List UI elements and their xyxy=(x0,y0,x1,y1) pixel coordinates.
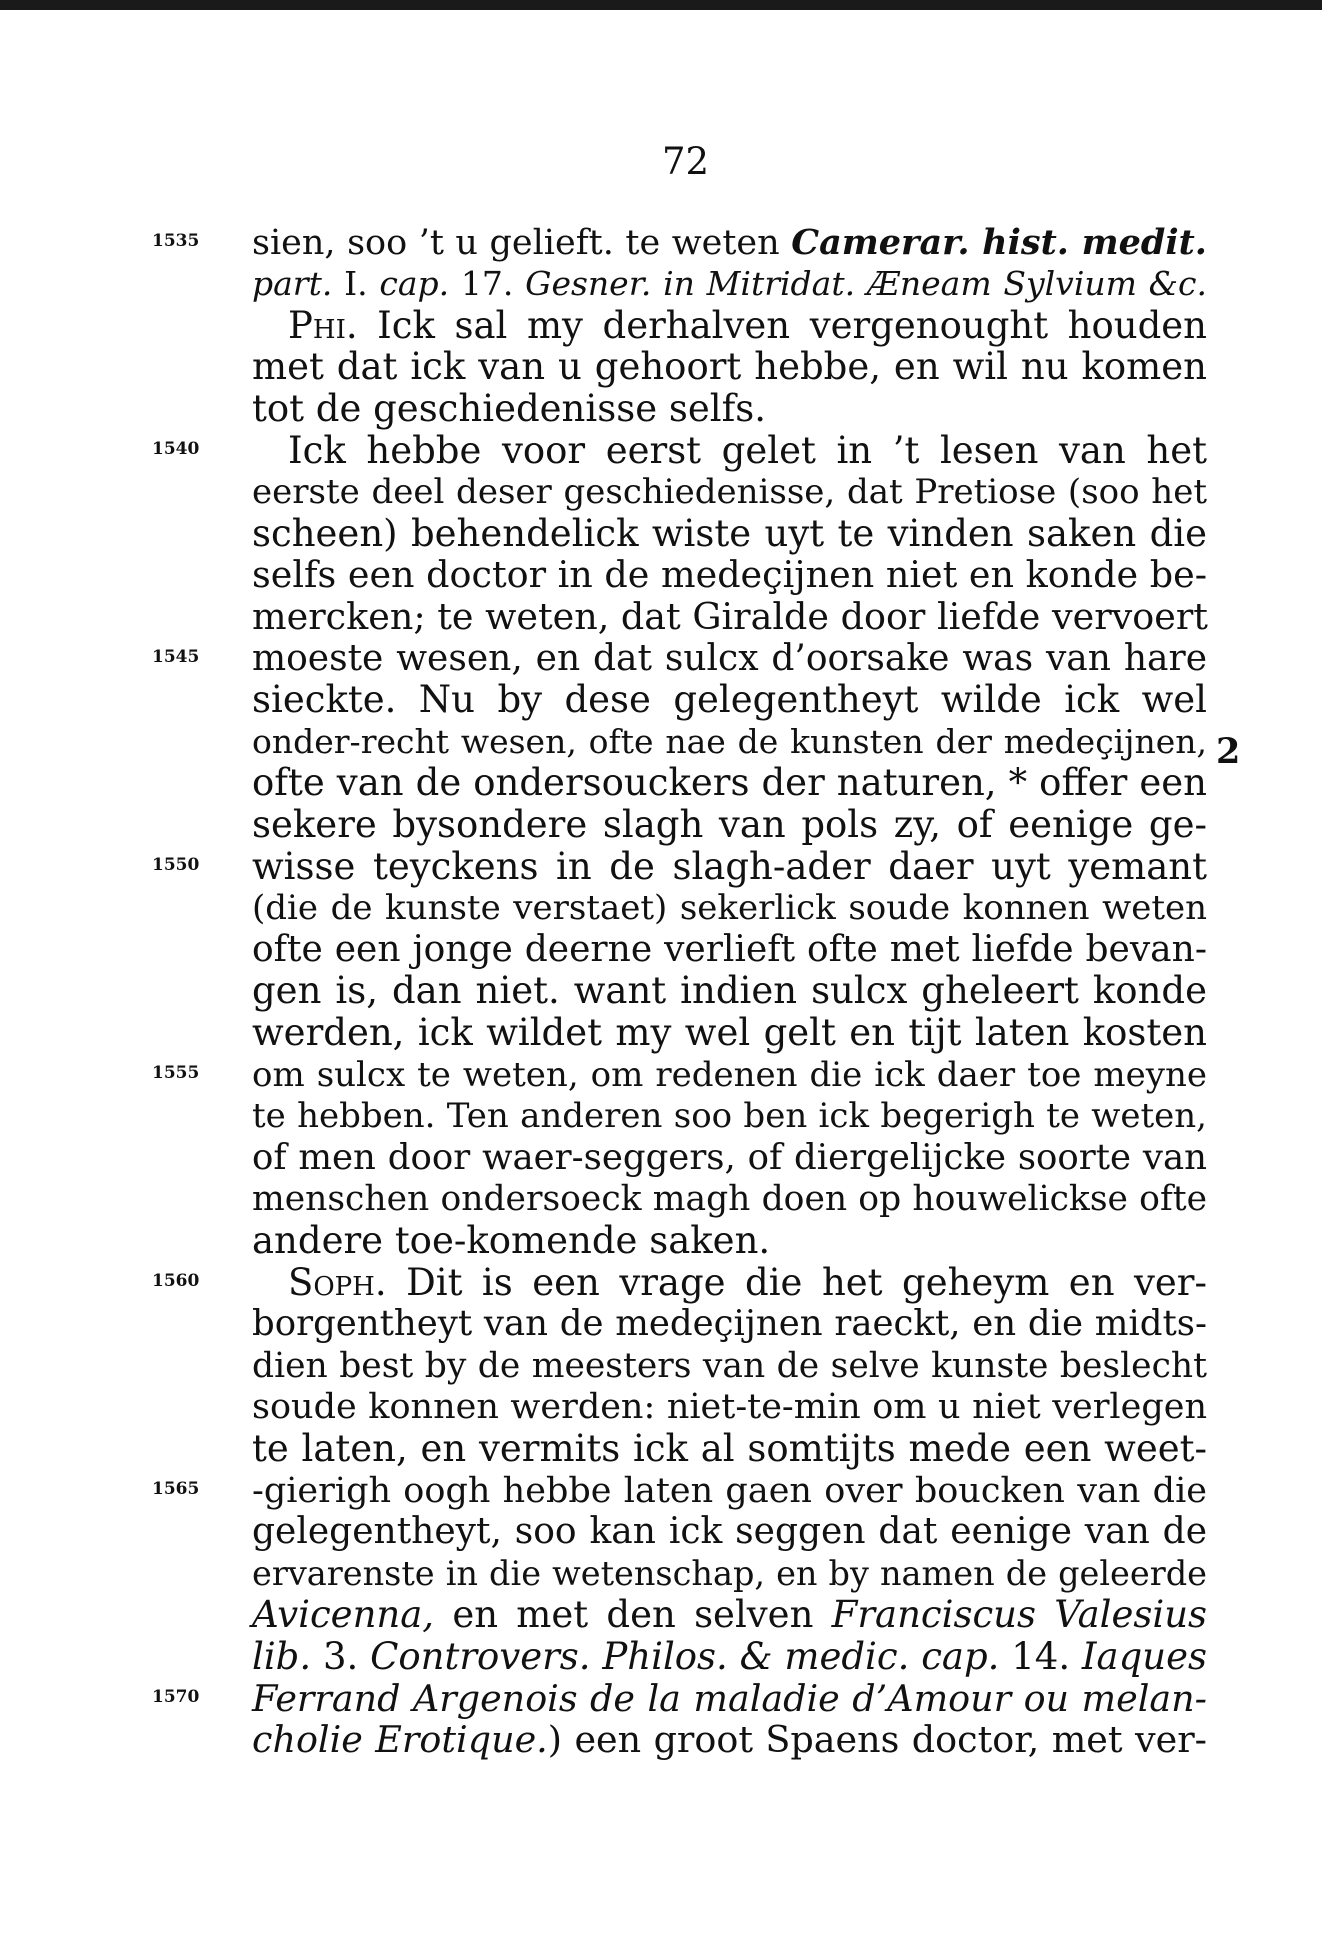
text-line: Ferrand Argenois de la maladie d’Amour ou melan- xyxy=(252,1677,1207,1720)
text-line: Phi. Ick sal my derhalven vergenought houden xyxy=(288,304,1207,347)
text-line: te laten, en vermits ick al somtijts mede een weet- xyxy=(252,1427,1207,1470)
text-line: cholie Erotique.) een groot Spaens doctor, met ver- xyxy=(252,1718,1207,1761)
text-line: (die de kunste verstaet) sekerlick soude konnen weten xyxy=(252,888,1207,928)
text-line: borgentheyt van de medeçijnen raeckt, en die midts- xyxy=(252,1303,1207,1344)
text-line: andere toe-komende saken. xyxy=(252,1219,771,1262)
text-line: sieckte. Nu by dese gelegentheyt wilde ick wel xyxy=(252,678,1207,721)
line-number: 1540 xyxy=(152,439,200,459)
text-line: eerste deel deser geschiedenisse, dat Pretiose (soo het xyxy=(252,472,1207,512)
text-line: sekere bysondere slagh van pols zy, of eenige ge- xyxy=(252,803,1207,846)
text-line: te hebben. Ten anderen soo ben ick begerigh te weten, xyxy=(252,1096,1207,1136)
text-line: werden, ick wildet my wel gelt en tijt laten kosten xyxy=(252,1011,1207,1054)
text-line: ervarenste in die wetenschap, en by namen de geleerde xyxy=(252,1554,1207,1593)
line-number: 1565 xyxy=(152,1479,200,1499)
line-number: 1555 xyxy=(152,1063,200,1083)
text-line: scheen) behendelick wiste uyt te vinden saken die xyxy=(252,512,1207,555)
text-line: met dat ick van u gehoort hebbe, en wil nu komen xyxy=(252,345,1207,388)
text-line: onder-recht wesen, ofte nae de kunsten der medeçijnen, xyxy=(252,722,1207,761)
text-line: menschen ondersoeck magh doen op houwelickse ofte xyxy=(252,1179,1207,1219)
text-line: ofte een jonge deerne verlieft ofte met liefde bevan- xyxy=(252,929,1207,970)
text-line: -gierigh oogh hebbe laten gaen over boucken van die xyxy=(252,1471,1207,1511)
text-line: lib. 3. Controvers. Philos. & medic. cap. 14. Iaques xyxy=(252,1635,1207,1678)
line-number: 1535 xyxy=(152,231,200,251)
line-number: 1560 xyxy=(152,1271,200,1291)
text-line: sien, soo ’t u gelieft. te weten Camerar. hist. medit. xyxy=(252,222,1207,263)
side-note-number: 2 xyxy=(1216,731,1241,772)
text-line: om sulcx te weten, om redenen die ick daer toe meyne xyxy=(252,1055,1207,1095)
text-line: Soph. Dit is een vrage die het geheym en ver- xyxy=(288,1261,1207,1304)
text-line: gen is, dan niet. want indien sulcx gheleert konde xyxy=(252,969,1207,1012)
text-line: moeste wesen, en dat sulcx d’oorsake was van hare xyxy=(252,638,1207,679)
text-line: tot de geschiedenisse selfs. xyxy=(252,387,767,430)
text-line: wisse teyckens in de slagh-ader daer uyt yemant xyxy=(252,845,1207,888)
line-number: 1570 xyxy=(152,1687,200,1707)
page-number: 72 xyxy=(662,140,710,183)
text-line: ofte van de ondersouckers der naturen, * offer een xyxy=(252,761,1207,804)
line-number: 1545 xyxy=(152,647,200,667)
text-line: gelegentheyt, soo kan ick seggen dat eenige van de xyxy=(252,1511,1207,1552)
text-line: Avicenna, en met den selven Franciscus Valesius xyxy=(252,1593,1208,1636)
text-line: selfs een doctor in de medeçijnen niet en konde be- xyxy=(252,553,1208,596)
scan-top-border xyxy=(0,0,1322,10)
text-line: mercken; te weten, dat Giralde door liefde vervoert xyxy=(252,595,1208,638)
text-line: Ick hebbe voor eerst gelet in ’t lesen van het xyxy=(288,429,1207,472)
line-number: 1550 xyxy=(152,855,200,875)
text-line: of men door waer-seggers, of diergelijcke soorte van xyxy=(252,1137,1207,1178)
text-line: part. I. cap. 17. Gesner. in Mitridat. Æneam Sylvium &c. xyxy=(252,264,1207,303)
text-line: dien best by de meesters van de selve kunste beslecht xyxy=(252,1346,1207,1386)
text-line: soude konnen werden: niet-te-min om u niet verlegen xyxy=(252,1387,1207,1427)
